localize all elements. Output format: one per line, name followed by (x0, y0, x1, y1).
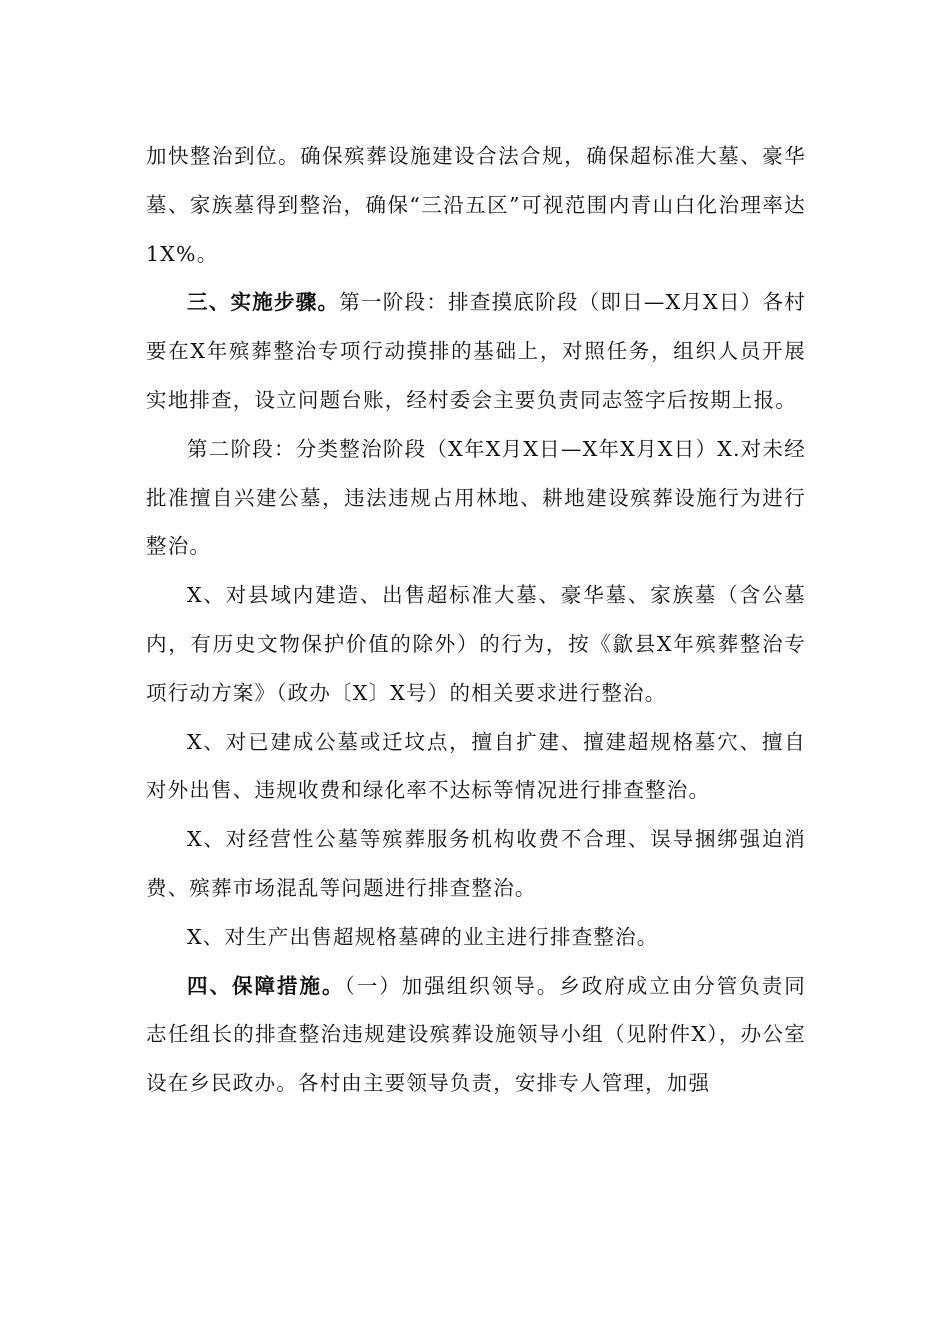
paragraph-item (146, 718, 806, 816)
paragraph-text: X、对生产出售超规格墓碑的业主进行排查整治。 (187, 924, 659, 949)
paragraph-item (146, 913, 806, 962)
paragraph-item (146, 571, 806, 717)
paragraph-text: X、对县域内建造、出售超标准大墓、豪华墓、家族墓（含公墓内，有历史文物保护价值的除外）的行为，按《歙县X年殡葬整治专项行动方案》（政办〔X〕X号）的相关要求进行整治。 (146, 583, 806, 705)
paragraph-implementation-steps (146, 278, 806, 424)
paragraph-text: 第二阶段：分类整治阶段（X年X月X日—X年X月X日）X.对未经批准擅自兴建公墓，违法违规占用林地、耕地建设殡葬设施行为进行整治。 (146, 436, 806, 559)
paragraph-text: X、对已建成公墓或迁坟点，擅自扩建、擅建超规格墓穴、擅自对外出售、违规收费和绿化率不达标等情况进行排查整治。 (146, 729, 806, 803)
paragraph-text: （一）加强组织领导。乡政府成立由分管负责同志任组长的排查整治违规建设殡葬设施领导小组（见附件X），办公室设在乡民政办。各村由主要领导负责，安排专人管理，加强 (146, 973, 806, 1096)
paragraph-text: X、对经营性公墓等殡葬服务机构收费不合理、误导捆绑强迫消费、殡葬市场混乱等问题进行排查整治。 (146, 827, 806, 900)
paragraph-item (146, 815, 806, 913)
paragraph-continuation (146, 132, 806, 278)
document-body (146, 132, 806, 1108)
section-heading: 四、保障措施。 (187, 973, 345, 998)
paragraph-text: 加快整治到位。确保殡葬设施建设合法合规，确保超标准大墓、豪华墓、家族墓得到整治，确保“三沿五区”可视范围内青山白化治理率达1X%。 (146, 144, 806, 266)
section-heading: 三、实施步骤。 (187, 290, 340, 315)
paragraph-safeguards (146, 962, 806, 1108)
paragraph-text: 第一阶段：排查摸底阶段（即日—X月X日）各村要在X年殡葬整治专项行动摸排的基础上，对照任务，组织人员开展实地排查，设立问题台账，经村委会主要负责同志签字后按期上报。 (146, 290, 806, 412)
paragraph-stage-two (146, 425, 806, 571)
